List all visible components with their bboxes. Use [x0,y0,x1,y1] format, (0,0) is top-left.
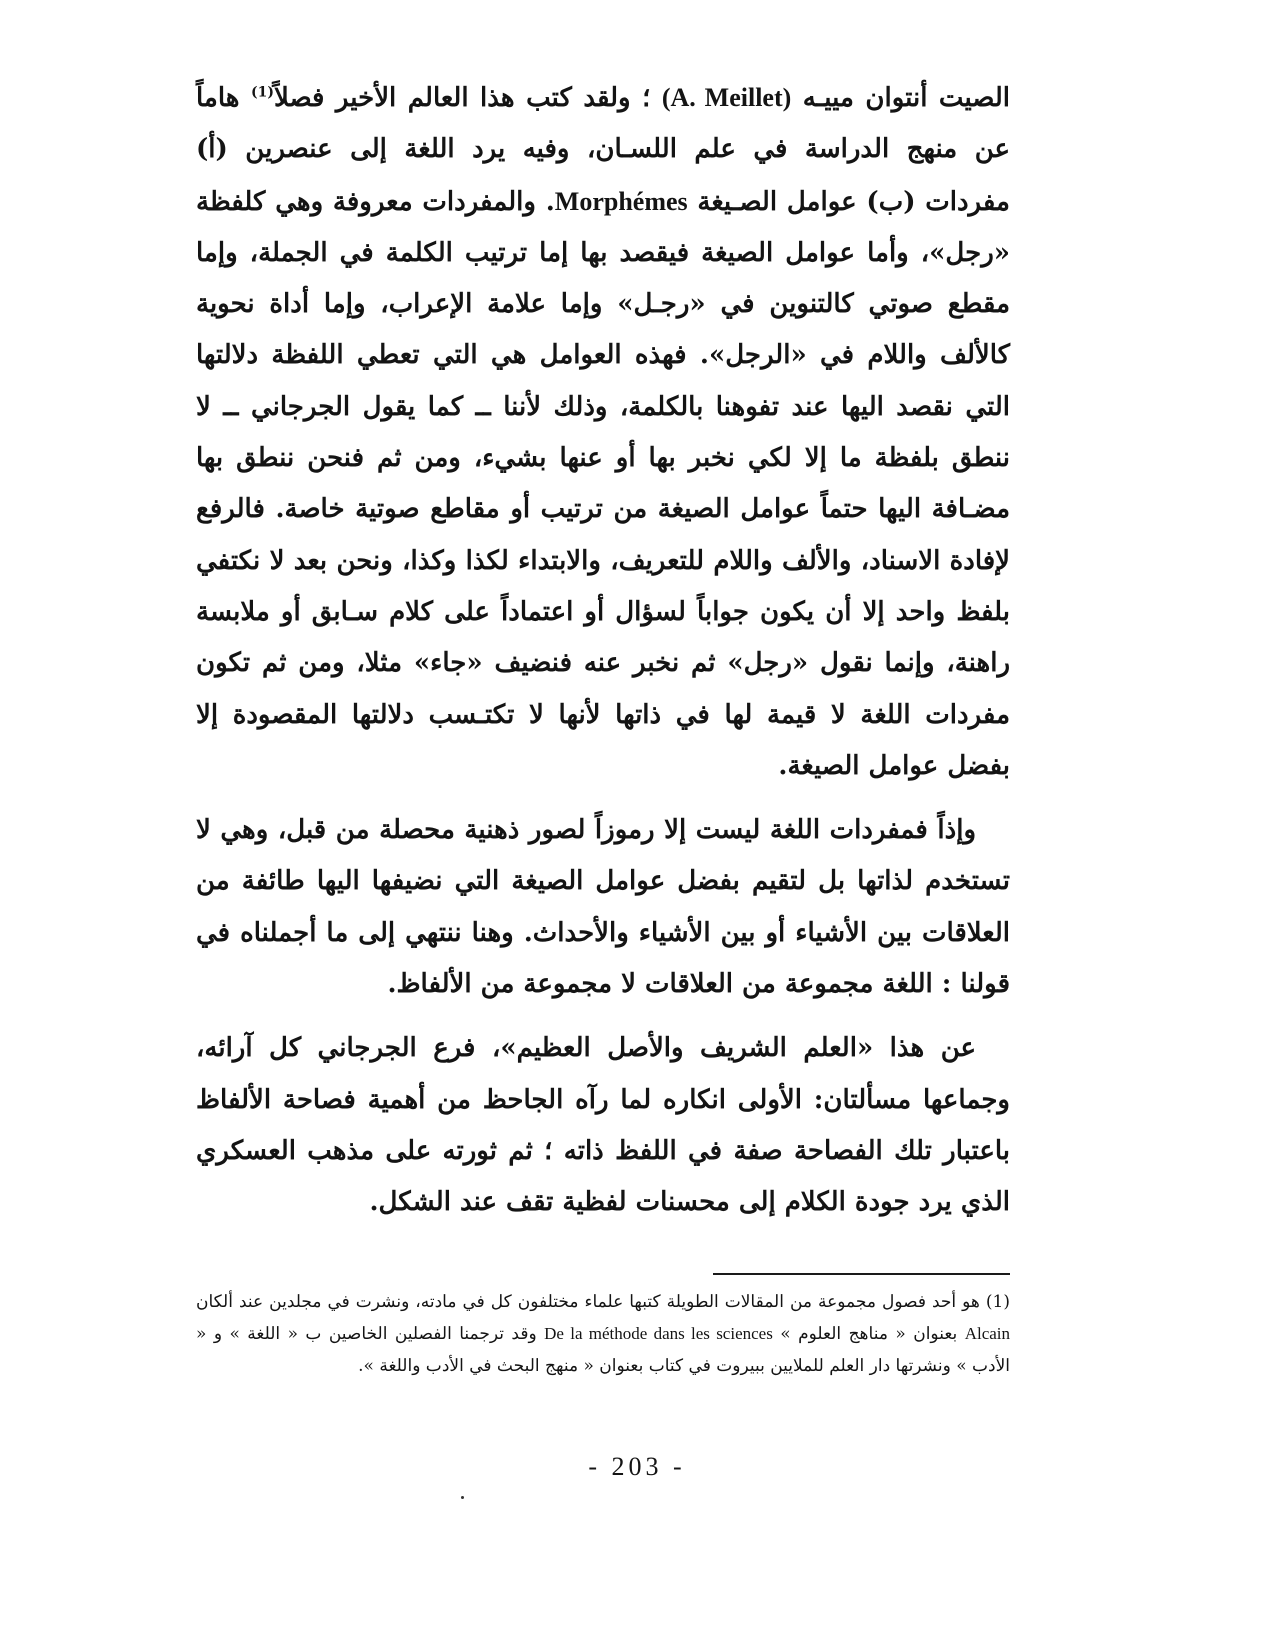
footnote-divider [713,1273,1010,1275]
paragraph-1-text-d: . والمفردات معروفة وهي كلفظة «رجل»، وأما عوامل الصيغة فيقصد بها إما ترتيب الكلمة في الجملة، وإما مقطع صوتي كالتنوين في «رجـل» وإما علامة الإعراب، وإما أداة نحوية كالألف واللام في «الرجل». فهذه العوامل هي التي تعطي اللفظة دلالتها التي نقصد اليها عند تفوهنا بالكلمة، وذلك لأننا ــ كما يقول الجرجاني ــ لا ننطق بلفظة ما إلا لكي نخبر بها أو عنها بشيء، ومن ثم فنحن ننطق بها مضـافة اليها حتماً عوامل الصيغة من ترتيب أو مقاطع صوتية خاصة. فالرفع لإفادة الاسناد، والألف واللام للتعريف، والابتداء لكذا وكذا، ونحن بعد لا نكتفي بلفظ واحد إلا أن يكون جواباً لسؤال أو اعتماداً على كلام سـابق أو ملابسة راهنة، وإنما نقول «رجل» ثم نخبر عنه فنضيف «جاء» مثلا، ومن ثم تكون مفردات اللغة لا قيمة لها في ذاتها لأنها لا تكتـسب دلالتها المقصودة إلا بفضل عوامل الصيغة. [196,186,1010,781]
scan-speck [461,1496,464,1499]
footnote-reference-mark: (1) [250,84,274,101]
latin-term-morphemes: Morphémes [554,186,688,216]
footnote [196,1286,1010,1382]
footnote-text-c: وقد ترجمنا الفصلين الخاصين ب « اللغة » و « الأدب » ونشرتها دار العلم للملايين ببيروت في كتاب بعنوان « منهج البحث في الأدب واللغة ». [196,1324,1010,1376]
main-text-body [196,72,1010,1229]
paragraph-1-text-c: هاماً عن منهج الدراسة في علم اللسـان، وفيه يرد اللغة إلى عنصرين (أ) مفردات (ب) عوامل الصـيغة [196,83,1010,217]
page-number: - 203 - [588,1452,686,1481]
footnote-text-a: (1) هو أحد فصول مجموعة من المقالات الطويلة كتبها علماء مختلفون كل في مادته، ونشرت في مجلدين عند ألكان [196,1292,1010,1312]
paragraph-1-text-a: الصيت أنتوان مييـه [791,83,1010,113]
paragraph-2: وإذاً فمفردات اللغة ليست إلا رموزاً لصور ذهنية محصلة من قبل، وهي لا تستخدم لذاتها بل لتقيم بفضل عوامل الصيغة التي نضيفها اليها طائفة من العلاقات بين الأشياء أو بين الأشياء والأحداث. وهنا ننتهي إلى ما أجملناه في قولنا : اللغة مجموعة من العلاقات لا مجموعة من الألفاظ. [196,815,1010,1000]
latin-name-meillet: (A. Meillet) [661,83,792,112]
footnote-latin-alcain: Alcain [964,1324,1011,1343]
paragraph-3: عن هذا «العلم الشريف والأصل العظيم»، فرع الجرجاني كل آرائه، وجماعها مسألتان: الأولى انكاره لما رآه الجاحظ من أهمية فصاحة الألفاظ باعتبار تلك الفصاحة صفة في اللفظ ذاته ؛ ثم ثورته على مذهب العسكري الذي يرد جودة الكلام إلى محسنات لفظية تقف عند الشكل. [196,1033,1010,1218]
footnote-text [196,1286,1010,1382]
paragraph-1 [196,72,1010,792]
footnote-text-b: بعنوان « مناهج العلوم » [772,1324,965,1344]
footnote-latin-title: De la méthode dans les sciences [544,1324,773,1343]
paragraph-1-text-b: ؛ ولقد كتب هذا العالم الأخير فصلاً [273,83,662,113]
